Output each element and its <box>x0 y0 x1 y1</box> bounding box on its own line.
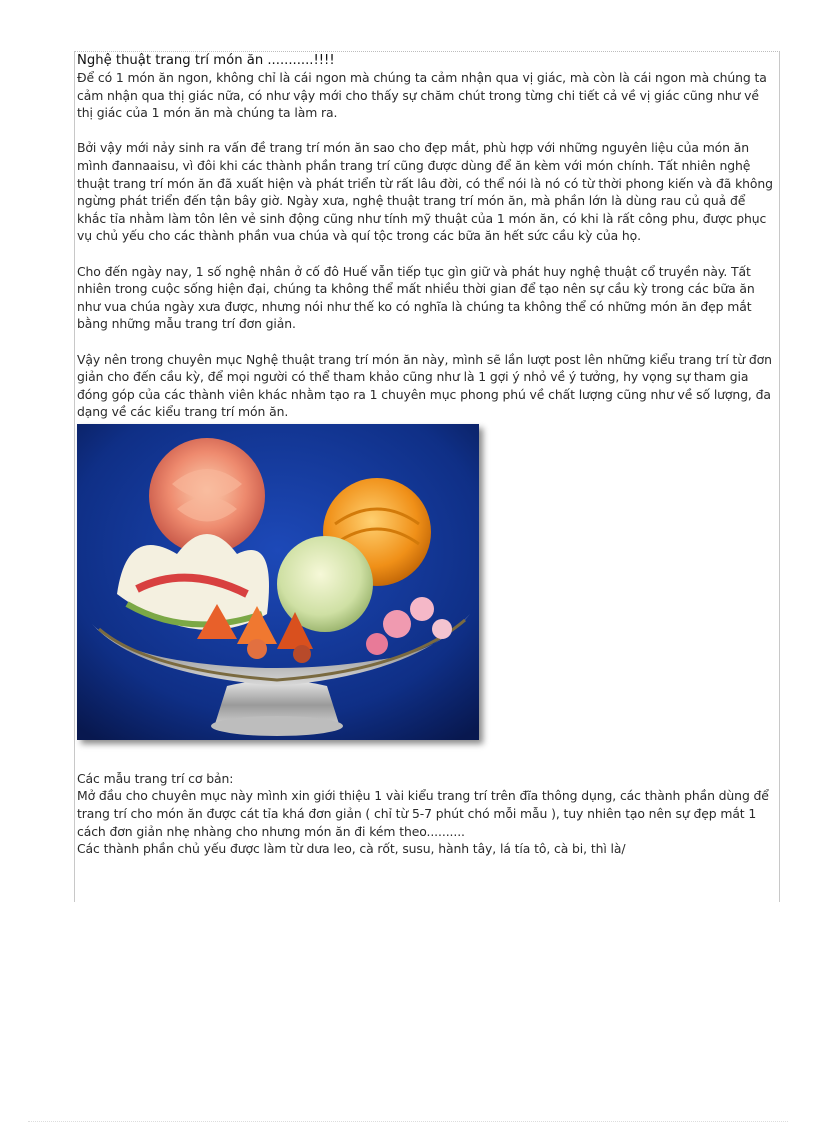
carved-fruit-platter-photo <box>77 424 479 740</box>
basic-patterns-section <box>77 770 777 858</box>
document-body <box>77 52 777 858</box>
paragraph-intro: Để có 1 món ăn ngon, không chỉ là cái ngon mà chúng ta cảm nhận qua vị giác, mà còn là cái ngon mà chúng ta cảm nhận qua thị giác nữa, có như vậy mới cho thấy sự chăm chút trong từng chi tiết cả về vị giác cũng như về thị giác của 1 món ăn mà chúng ta làm ra. <box>77 70 767 121</box>
paragraph-patterns-intro: Mở đầu cho chuyên mục này mình xin giới thiệu 1 vài kiểu trang trí trên đĩa thông dụng, các thành phần dùng để trang trí cho món ăn được cát tỉa khá đơn giản ( chỉ từ 5-7 phút chó mỗi mẫu ), tuy nhiên tạo nên sự đẹp mắt 1 cách đơn giản nhẹ nhàng cho nhưng món ăn đi kém theo.......... <box>77 788 769 839</box>
paragraph-column: Vậy nên trong chuyên mục Nghệ thuật trang trí món ăn này, mình sẽ lần lượt post lên những kiểu trang trí từ đơn giản cho đến cầu kỳ, để mọi người có thể tham khảo cũng như là 1 gợi ý nhỏ về ý tưởng, hy vọng sự tham gia đóng góp của các thành viên khác nhằm tạo ra 1 chuyên mục phong phú về chất lượng cũng như về số lượng, đa dạng về các kiểu trang trí món ăn. <box>77 351 772 420</box>
paragraph-ingredients: Các thành phần chủ yếu được làm từ dưa leo, cà rốt, susu, hành tây, lá tía tô, cà bi, thì là/ <box>77 841 626 857</box>
page-bottom-rule <box>28 1121 788 1122</box>
document-title: Nghệ thuật trang trí món ăn ...........!!!! <box>77 53 335 68</box>
section-heading: Các mẫu trang trí cơ bản: <box>77 770 234 786</box>
carved-melon <box>277 536 373 632</box>
paragraph-today: Cho đến ngày nay, 1 số nghệ nhân ở cố đô Huế vẫn tiếp tục gìn giữ và phát huy nghệ thuật cổ truyền này. Tất nhiên trong cuộc sống hiện đại, chúng ta không thể mất nhiều thời gian để tạo nên sự cầu kỳ trong các bữa ăn như vua chúa ngày xưa được, nhưng nói như thế ko có nghĩa là chúng ta không thể có những món ăn đẹp mắt bằng những mẫu trang trí đơn giản. <box>77 263 755 332</box>
paragraph-history: Bởi vậy mới nảy sinh ra vấn đề trang trí món ăn sao cho đẹp mắt, phù hợp với những nguyên liệu của món ăn mình đannaaisu, vì đôi khi các thành phần trang trí cũng được dùng để ăn kèm với món chính. Tất nhiên nghệ thuật trang trí món ăn đã xuất hiện và phát triển từ rất lâu đời, có thể nói là nó có từ thời phong kiến và đã không ngừng phát triển đến tận bây giờ. Ngày xưa, nghệ thuật trang trí món ăn, mà phần lớn là dùng rau củ quả để khắc tỉa nhằm làm tôn lên vẻ sinh động cũng như tính mỹ thuật của 1 món ăn, có khi là rất công phu, được phục vụ chủ yếu cho các thành phần vua chúa và quí tộc trong các bữa ăn hết sức cầu kỳ của họ. <box>77 140 773 244</box>
